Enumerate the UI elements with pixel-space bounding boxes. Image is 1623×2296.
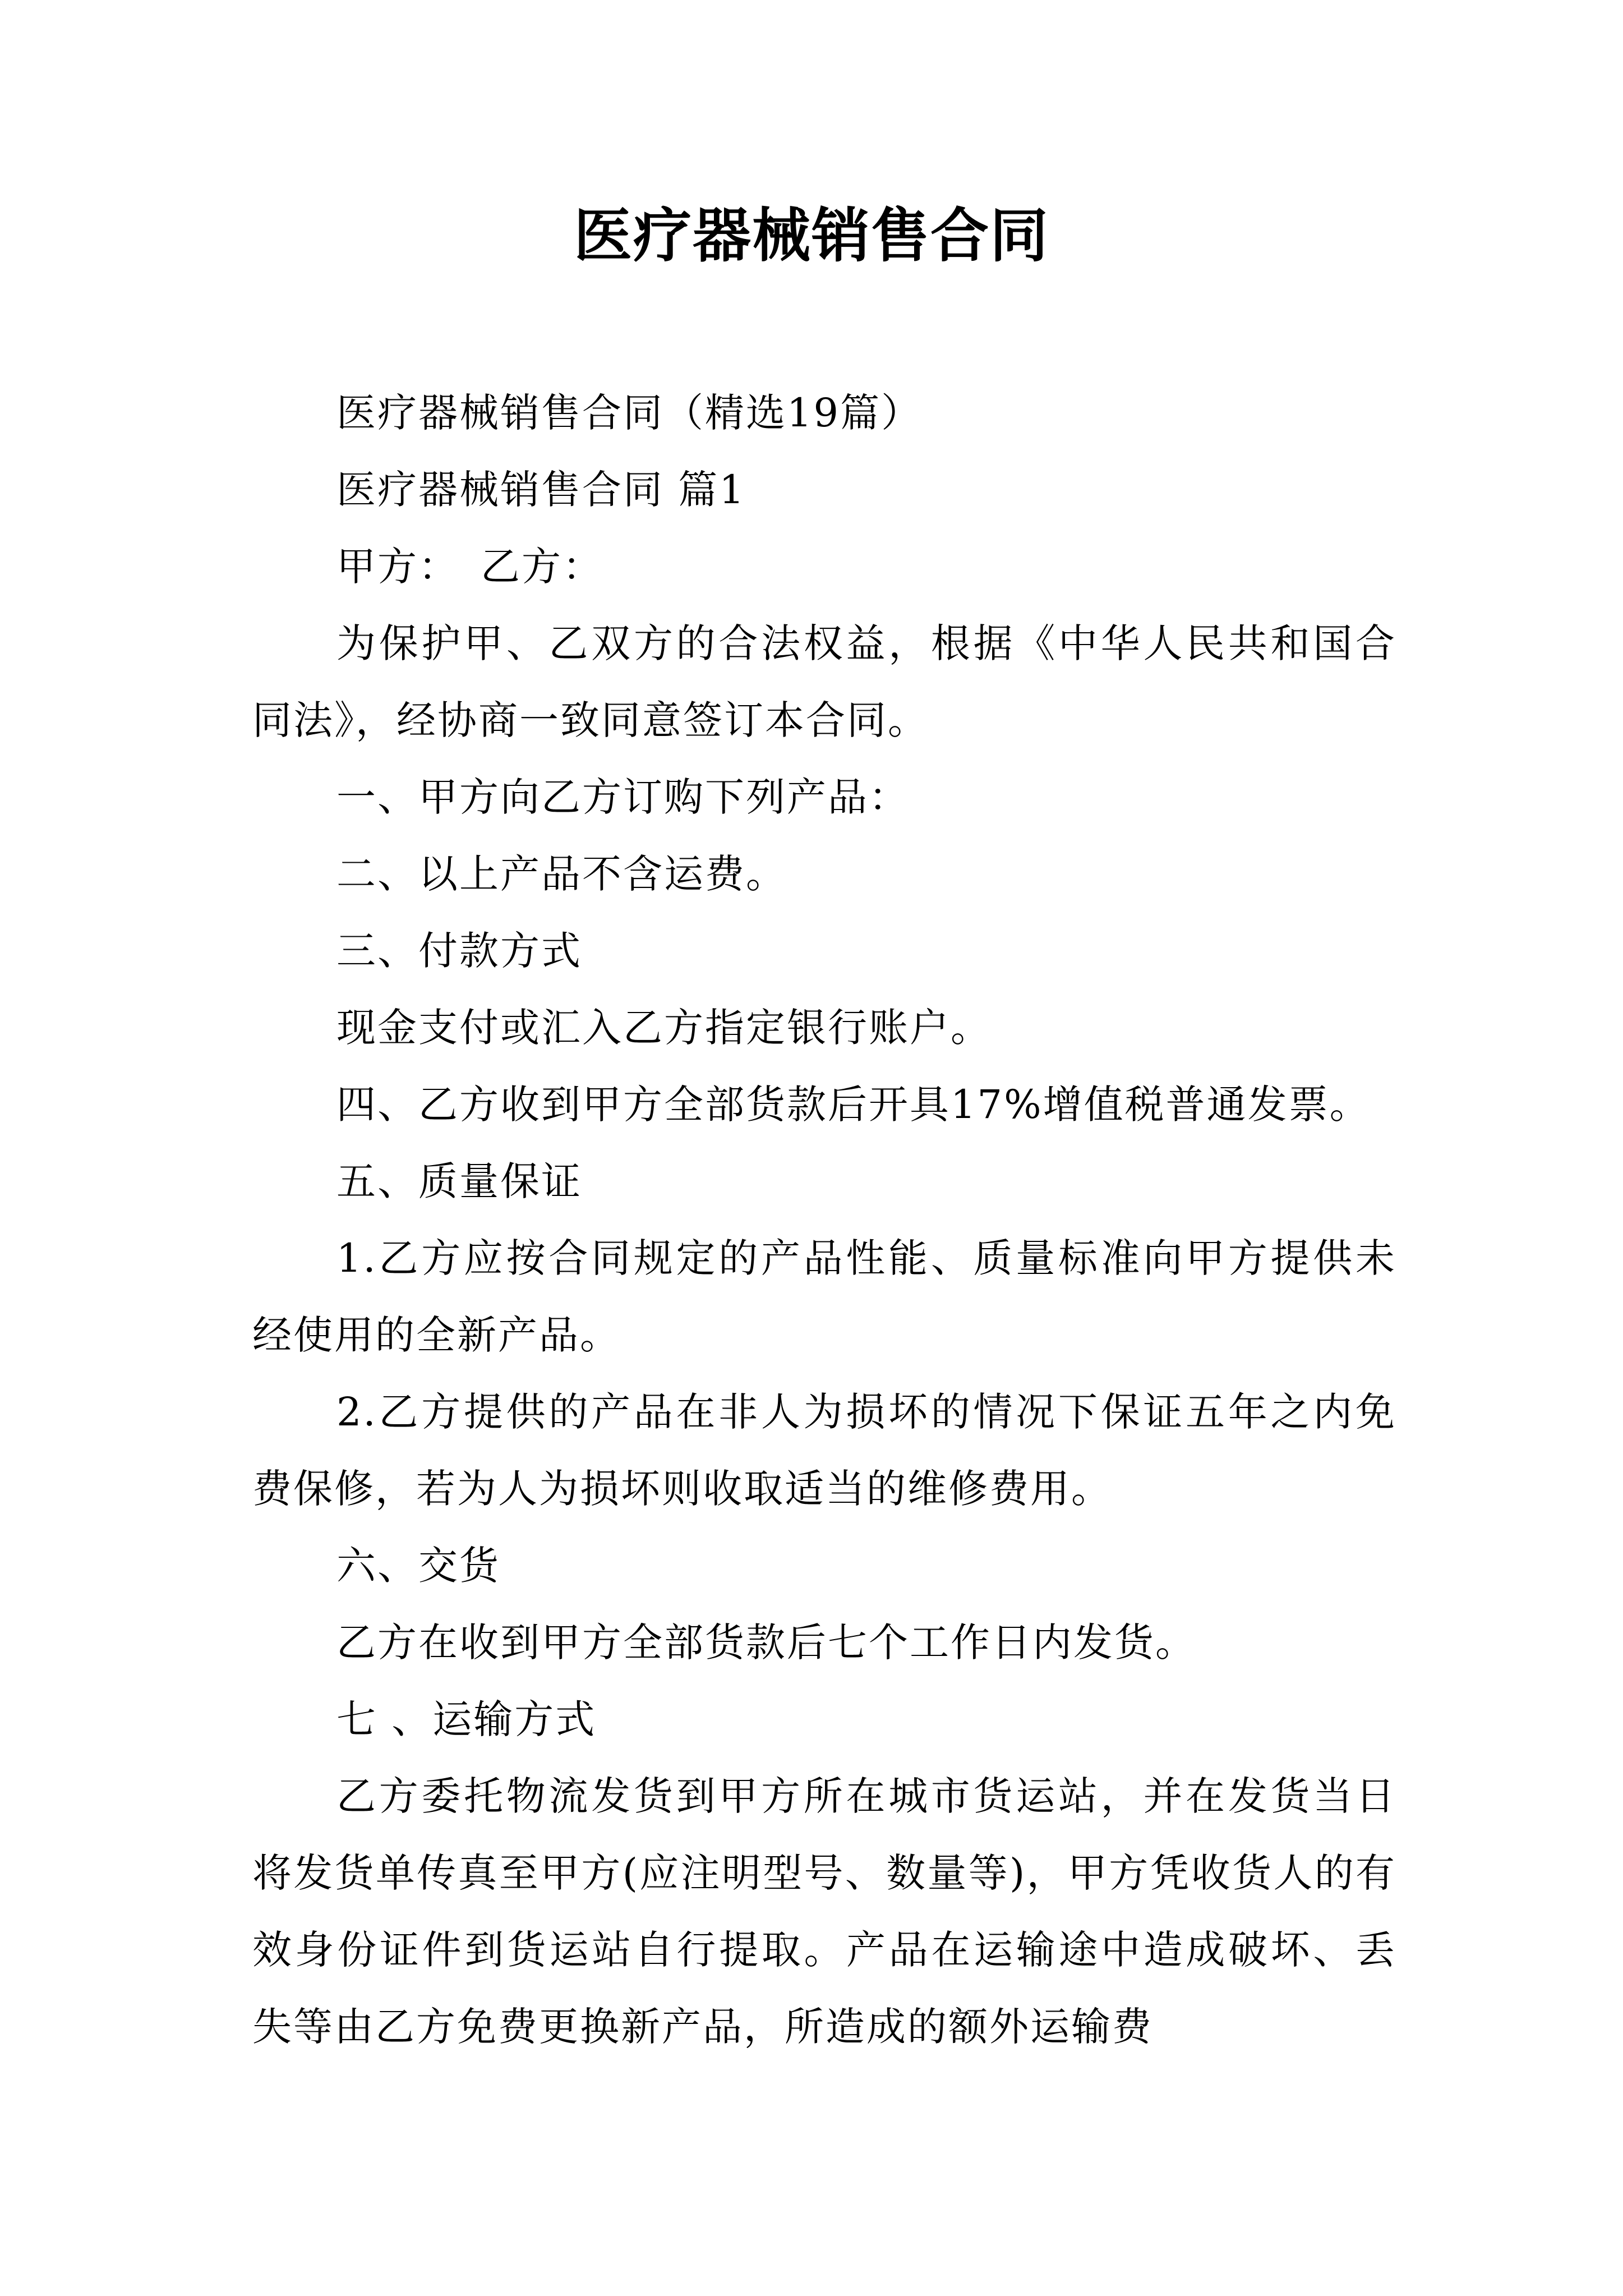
document-title: 医疗器械销售合同 — [573, 201, 1049, 270]
paragraph-clause-3-body: 现金支付或汇入乙方指定银行账户。 — [336, 1005, 992, 1051]
paragraph-section-heading: 医疗器械销售合同 篇1 — [336, 467, 746, 513]
paragraph-clause-2: 二、以上产品不含运费。 — [336, 851, 787, 897]
paragraph-clause-5-heading: 五、质量保证 — [336, 1158, 582, 1204]
paragraph-clause-7-body: 乙方委托物流发货到甲方所在城市货运站，并在发货当日将发货单传真至甲方(应注明型号、数量等)，甲方凭收货人的有效身份证件到货运站自行提取。产品在运输途中造成破坏、丢失等由乙方免费更换新产品，所造成的额外运输费 — [252, 1773, 1396, 2050]
paragraph-clause-1: 一、甲方向乙方订购下列产品： — [336, 774, 910, 820]
paragraph-clause-6-heading: 六、交货 — [336, 1543, 500, 1589]
paragraph-parties: 甲方： 乙方： — [336, 544, 603, 590]
paragraph-preamble: 为保护甲、乙双方的合法权益，根据《中华人民共和国合同法》，经协商一致同意签订本合同。 — [252, 620, 1396, 743]
paragraph-clause-5-item-1: 1.乙方应按合同规定的产品性能、质量标准向甲方提供未经使用的全新产品。 — [252, 1235, 1396, 1358]
document-body — [252, 375, 1396, 2065]
paragraph-clause-7-heading: 七 、运输方式 — [336, 1696, 597, 1742]
paragraph-clause-3-heading: 三、付款方式 — [336, 928, 582, 974]
paragraph-subtitle: 医疗器械销售合同（精选19篇） — [336, 390, 923, 436]
paragraph-clause-4: 四、乙方收到甲方全部货款后开具17%增值税普通发票。 — [336, 1082, 1371, 1128]
paragraph-clause-5-item-2: 2.乙方提供的产品在非人为损坏的情况下保证五年之内免费保修，若为人为损坏则收取适当的维修费用。 — [252, 1389, 1396, 1512]
paragraph-clause-6-body: 乙方在收到甲方全部货款后七个工作日内发货。 — [336, 1619, 1196, 1665]
